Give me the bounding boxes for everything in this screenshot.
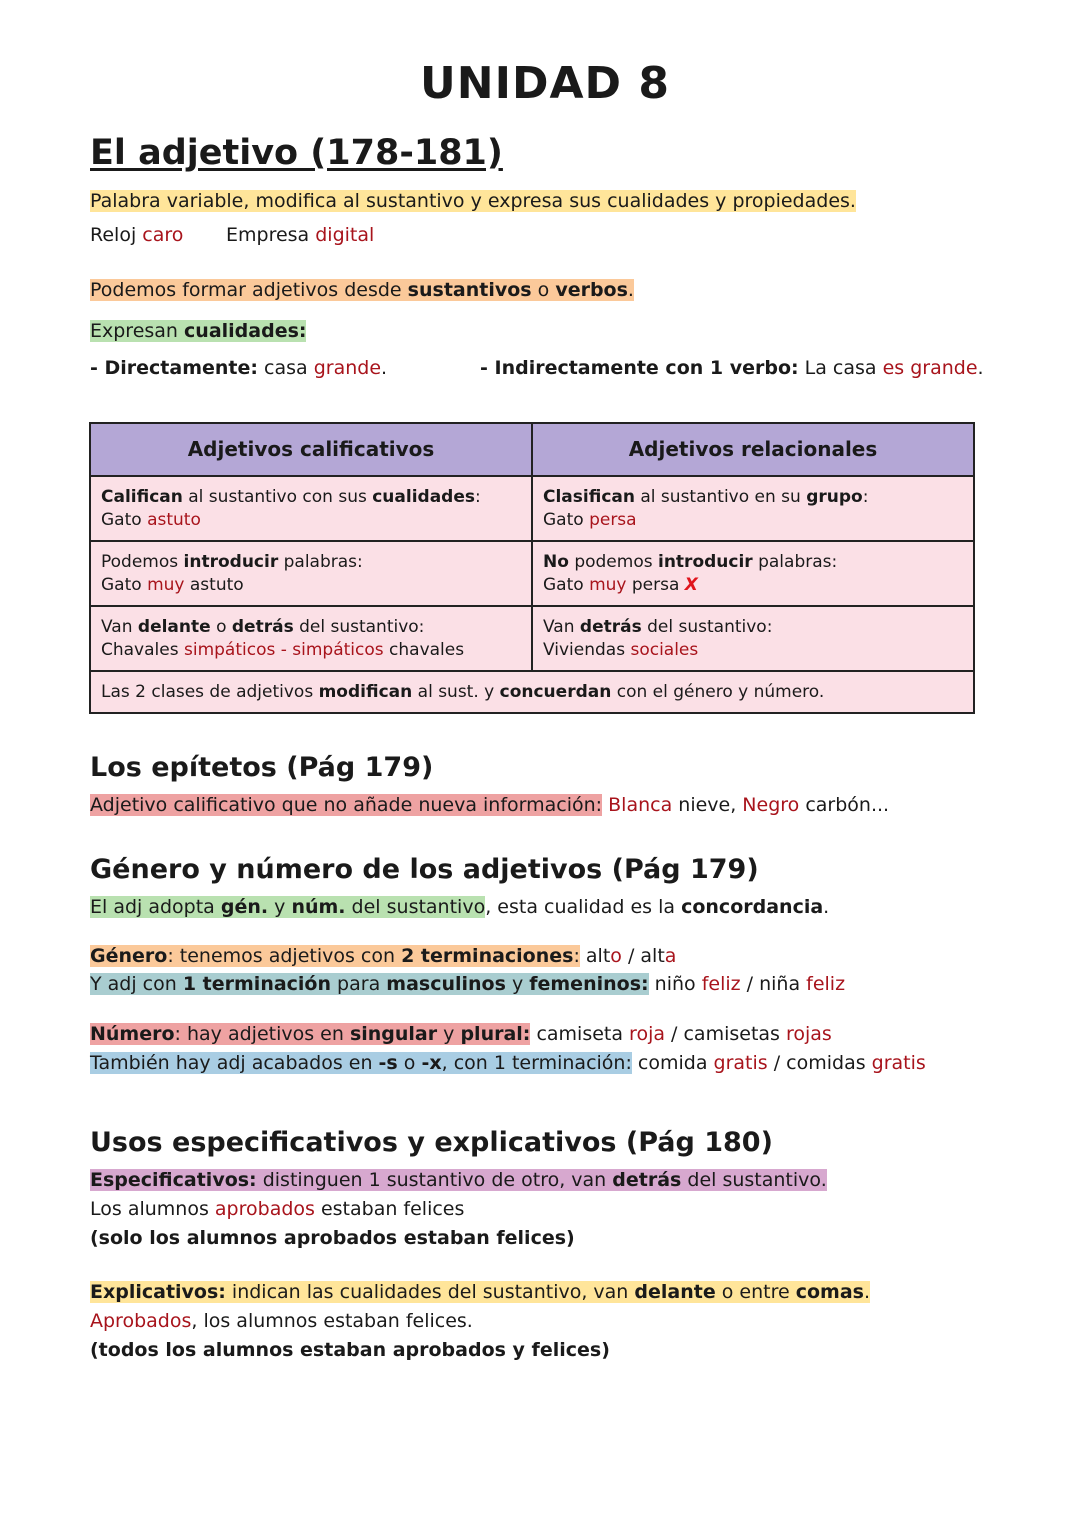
example-adjective: astuto [147,509,201,530]
example-noun: Gato [543,509,590,530]
text-bold: -s [378,1052,398,1074]
especificativos-line [90,1167,827,1193]
text: palabras: [752,551,838,572]
explicativos-example [90,1308,473,1334]
wrong-mark-icon: X [684,574,698,595]
table-cell [532,606,974,671]
example-adjective: sociales [630,639,699,660]
text-bold: - Indirectamente con 1 verbo: [480,357,799,379]
text: : [862,486,869,507]
example-adjective: Blanca [608,794,673,816]
example-noun: Gato [101,574,148,595]
text-bold: 2 terminaciones [401,945,574,967]
text: . [823,896,830,918]
text: persa [626,574,685,595]
text-bold: plural: [460,1023,531,1045]
text-bold: singular [349,1023,438,1045]
example-adjective: Aprobados [90,1310,192,1332]
section-heading-genero: Género y número de los adjetivos (Pág 179) [90,854,759,885]
example-adjective: grande [313,357,382,379]
text-bold: Género [90,945,168,967]
table-cell [532,476,974,541]
text-bold: delante [634,1281,716,1303]
expresan-line [90,318,306,344]
text: Van [101,616,138,637]
table-row [90,671,974,713]
text-bold: Califican [101,486,183,507]
text-bold: No [543,551,569,572]
text-bold: gén. [220,896,269,918]
text: alt [579,945,611,967]
example-noun: Gato [101,509,148,530]
text: del sustantivo: [641,616,773,637]
text: o [210,616,232,637]
example-noun: Viviendas [543,639,631,660]
genero-line-2 [90,943,676,969]
text: , los alumnos estaban felices. [191,1310,473,1332]
text: o entre [715,1281,796,1303]
text: al sust. y [412,681,500,702]
table-cell [90,476,532,541]
text: El adj adopta [90,896,221,918]
text-bold: detrás [231,616,294,637]
example-ending: a [664,945,677,967]
text-bold: núm. [291,896,346,918]
text-bold: Especificativos: [90,1169,257,1191]
text: casa [258,357,314,379]
text: Adjetivo calificativo que no añade nueva información: [90,794,603,816]
text: : hay adjetivos en [174,1023,350,1045]
epitetos-definition [90,792,889,818]
numero-line-1 [90,1021,832,1047]
text: Y adj con [90,973,183,995]
text: Las 2 clases de adjetivos [101,681,319,702]
text: Expresan [90,320,185,342]
indirectamente-line [480,355,984,381]
text-bold: comas [795,1281,864,1303]
text-bold: introducir [658,551,753,572]
example-noun: Reloj [90,224,137,246]
text: astuto [184,574,244,595]
example-noun: Gato [543,574,590,595]
text: para [331,973,387,995]
text-bold: introducir [183,551,279,572]
text: / comidas [767,1052,872,1074]
explicativos-line [90,1279,870,1305]
text-bold: detrás [612,1169,682,1191]
text-bold: Número [90,1023,175,1045]
especificativos-example [90,1196,464,1222]
text: , esta cualidad es la [485,896,682,918]
text: Podemos formar adjetivos desde [90,279,408,301]
text: del sustantivo: [293,616,425,637]
example-noun: Empresa [226,224,310,246]
text: distinguen 1 sustantivo de otro, van [256,1169,613,1191]
example-adjective: gratis [713,1052,768,1074]
text: . [627,279,634,301]
text: al sustantivo en su [634,486,807,507]
table-row [90,541,974,606]
text-bold: modifican [318,681,413,702]
section-heading-usos: Usos especificativos y explicativos (Pág 180) [90,1127,773,1158]
adjetivos-table [89,422,975,714]
text-bold: Clasifican [543,486,635,507]
text-bold: sustantivos [407,279,532,301]
text: . [863,1281,871,1303]
text: carbón... [799,794,890,816]
text-bold: concordancia [681,896,824,918]
explicativos-note: (todos los alumnos estaban aprobados y felices) [90,1339,610,1361]
example-adjective: digital [315,224,375,246]
example-adjective: Negro [742,794,800,816]
example-adjective: persa [589,509,637,530]
text: o [397,1052,422,1074]
text-bold: concuerdan [499,681,612,702]
especificativos-note: (solo los alumnos aprobados estaban felices) [90,1227,575,1249]
text: comida [631,1052,714,1074]
adjetivo-example-2 [226,222,374,248]
table-row [90,606,974,671]
text: También hay adj acabados en [90,1052,379,1074]
text-bold: - Directamente: [90,357,258,379]
example-ending: o [610,945,622,967]
table-header-calificativos: Adjetivos calificativos [90,423,532,476]
example-noun: Chavales [101,639,184,660]
formar-line [90,277,634,303]
text: / alt [621,945,665,967]
text-bold: femeninos: [529,973,649,995]
text: nieve, [672,794,743,816]
text-bold: delante [137,616,211,637]
text: y [268,896,292,918]
example-adjective: feliz [701,973,741,995]
text: estaban felices [314,1198,465,1220]
text: . [977,357,984,379]
example-adjective: rojas [785,1023,832,1045]
example-adjective: muy [147,574,185,595]
directamente-line [90,355,387,381]
text: Van [543,616,580,637]
example-adjective: feliz [806,973,846,995]
example-adjective: gratis [871,1052,926,1074]
table-row [90,476,974,541]
text-bold: cualidades: [184,320,307,342]
text: / niña [740,973,807,995]
text-bold: grupo [806,486,863,507]
text: camiseta [530,1023,630,1045]
text: : [475,486,481,507]
table-cell [532,541,974,606]
text-bold: verbos [555,279,628,301]
text-bold: masculinos [386,973,506,995]
text: niño [648,973,702,995]
table-cell [90,541,532,606]
text-bold: 1 terminación [182,973,332,995]
text-bold: -x [421,1052,442,1074]
text: y [437,1023,461,1045]
text: chavales [383,639,465,660]
text-bold: Explicativos: [90,1281,226,1303]
text: / camisetas [665,1023,786,1045]
text: La casa [798,357,883,379]
text: : [573,945,580,967]
text: Los alumnos [90,1198,215,1220]
numero-line-2 [90,1050,926,1076]
text-bold: detrás [579,616,642,637]
text: del sustantivo [345,896,486,918]
example-adjective: simpáticos - simpáticos [183,639,384,660]
example-adjective: muy [589,574,627,595]
example-adjective: roja [629,1023,665,1045]
page-title: UNIDAD 8 [420,58,670,109]
section-heading-adjetivo: El adjetivo (178-181) [90,133,503,173]
text: y [505,973,530,995]
text: o [531,279,556,301]
section-heading-epitetos: Los epítetos (Pág 179) [90,752,434,783]
example-adjective: es grande [882,357,978,379]
text: palabras: [278,551,363,572]
text: Podemos [101,551,184,572]
example-adjective: aprobados [214,1198,315,1220]
genero-line-3 [90,971,845,997]
table-footer-cell [90,671,974,713]
text: : tenemos adjetivos con [167,945,402,967]
adjetivo-definition [90,188,856,214]
adjetivo-example-1 [90,222,183,248]
text: . [381,357,388,379]
text: , con 1 terminación: [441,1052,632,1074]
text: al sustantivo con sus [182,486,373,507]
text: con el género y número. [611,681,825,702]
text: del sustantivo. [681,1169,827,1191]
text-bold: cualidades [372,486,475,507]
text: podemos [568,551,658,572]
example-adjective: caro [142,224,184,246]
genero-line-1 [90,894,829,920]
table-header-relacionales: Adjetivos relacionales [532,423,974,476]
text: indican las cualidades del sustantivo, van [225,1281,635,1303]
table-cell [90,606,532,671]
definition-text: Palabra variable, modifica al sustantivo y expresa sus cualidades y propiedades. [90,190,856,212]
